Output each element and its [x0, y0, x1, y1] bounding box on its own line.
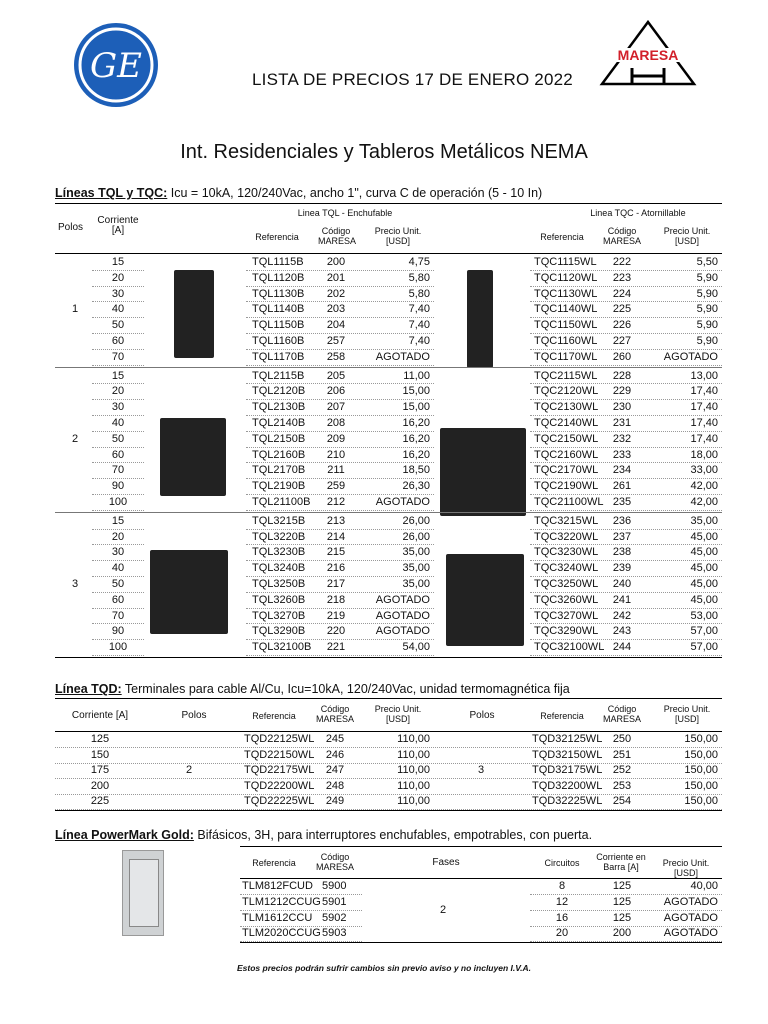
tqd-corriente-cell: 225	[90, 795, 110, 808]
tqc-price-cell: 35,00	[690, 514, 718, 527]
tql-cod-cell: 216	[326, 562, 346, 575]
tql-corriente-cell: 90	[111, 625, 125, 638]
tql-price-cell: 15,00	[402, 385, 430, 398]
tqc-cod-cell: 230	[612, 401, 632, 414]
maresa-logo-text: MARESA	[617, 47, 679, 63]
tql-ref-cell: TQL3240B	[252, 562, 306, 575]
pm-ref-cell: TLM812FCUD	[242, 880, 313, 892]
tql-row-divider	[92, 365, 144, 366]
tqd-corriente-cell: 175	[90, 764, 110, 777]
tqd-ref-left-cell: TQD22125WL	[244, 733, 315, 745]
tqd-cod-left-cell: 249	[325, 795, 345, 808]
tql-price-cell: AGOTADO	[375, 625, 430, 638]
price-list-title: LISTA DE PRECIOS 17 DE ENERO 2022	[252, 70, 573, 89]
tql-top-rule	[55, 203, 722, 204]
ge-logo	[73, 22, 159, 108]
pm-circ-cell: 20	[555, 927, 569, 940]
tql-corriente-cell: 100	[108, 641, 128, 654]
tql-corriente-cell: 60	[111, 593, 125, 606]
tqc-cod-cell: 224	[612, 287, 632, 300]
pm-col-barra: Corriente en Barra [A]	[596, 852, 646, 872]
tql-ref-cell: TQL21100B	[252, 496, 311, 508]
tqc-cod-cell: 233	[612, 448, 632, 461]
tqc-ref-cell: TQC1130WL	[534, 287, 598, 300]
tql-corriente-cell: 40	[111, 303, 125, 316]
tqd-cod-left-cell: 245	[325, 733, 345, 745]
tql-section-heading: Líneas TQL y TQC: Icu = 10kA, 120/240Vac, ancho 1", curva C de operación (5 - 10 In)	[55, 186, 543, 200]
pm-top-rule	[240, 846, 722, 847]
tql-ref-cell: TQL2170B	[252, 464, 306, 477]
tql-price-cell: AGOTADO	[375, 609, 430, 622]
tqc-cod-cell: 261	[612, 480, 632, 493]
tqc-ref-cell: TQC2190WL	[534, 480, 599, 493]
tqc-cod-cell: 244	[612, 641, 632, 654]
tqd-polos-2: 2	[186, 764, 193, 776]
tql-cod-cell: 201	[326, 271, 346, 284]
tqc-price-cell: 17,40	[690, 432, 718, 445]
tqc-cod-cell: 238	[612, 546, 632, 559]
tql-cod-cell: 214	[326, 530, 346, 543]
tql-cod-cell: 202	[326, 287, 346, 300]
tql-ref-cell: TQL2115B	[252, 369, 305, 382]
tqc-price-cell: 5,90	[696, 335, 718, 347]
pm-cod-cell: 5902	[322, 911, 347, 924]
tqd-cod-right-cell: 251	[612, 748, 632, 761]
tqd-price-left-cell: 110,00	[397, 764, 430, 777]
tqc-ref-cell: TQC3215WL	[534, 514, 599, 527]
tql-price-cell: AGOTADO	[375, 496, 430, 508]
tql-price-cell: 7,40	[408, 319, 430, 332]
tqd-ref-left-cell: TQD22150WL	[244, 748, 315, 761]
tql-price-cell: AGOTADO	[375, 593, 430, 606]
tqc-ref-cell: TQC1115WL	[534, 256, 597, 268]
pm-price-cell: 40,00	[690, 880, 718, 892]
tql-cod-cell: 259	[326, 480, 346, 493]
pm-circ-cell: 12	[555, 895, 569, 908]
tqc-ref-cell: TQC3250WL	[534, 578, 599, 590]
tql-price-cell: 5,80	[408, 271, 430, 284]
tql-corriente-cell: 50	[111, 578, 125, 590]
tqc-cod-cell: 227	[612, 335, 632, 347]
tqc-ref-cell: TQC3270WL	[534, 609, 599, 622]
tqc-price-cell: 17,40	[690, 401, 718, 414]
tql-col-ref: Referencia	[255, 232, 299, 242]
pm-section-heading: Línea PowerMark Gold: Bifásicos, 3H, para interruptores enchufables, empotrables, con puerta.	[55, 828, 593, 842]
pm-col-fases: Fases	[432, 857, 460, 868]
tqc-ref-cell: TQC3240WL	[534, 562, 599, 575]
tqc-cod-cell: 225	[612, 303, 632, 316]
tqc-row-divider	[530, 365, 722, 366]
tqd-ref-right-cell: TQD32200WL	[532, 779, 603, 792]
tql-corriente-cell: 100	[108, 496, 128, 508]
tql-cod-cell: 218	[326, 593, 346, 606]
tqc-price-cell: 5,90	[696, 287, 718, 300]
tqc-1pole-photo	[467, 270, 493, 368]
tqc-ref-cell: TQC21100WL	[534, 496, 604, 508]
tqc-ref-cell: TQC3260WL	[534, 593, 599, 606]
tqd-bottom-rule	[55, 810, 722, 811]
pm-col-circ: Circuitos	[544, 858, 580, 868]
pm-barra-cell: 125	[612, 880, 632, 892]
tql-bottom-rule	[55, 657, 722, 658]
tqc-ref-cell: TQC2160WL	[534, 448, 599, 461]
tql-group-divider	[55, 367, 722, 368]
tqc-row-divider	[530, 655, 722, 656]
tqd-price-left-cell: 110,00	[397, 748, 430, 761]
tqc-cod-cell: 226	[612, 319, 632, 332]
tql-price-cell: 26,00	[402, 530, 430, 543]
tqc-ref-cell: TQC3220WL	[534, 530, 599, 543]
tqc-ref-cell: TQC1140WL	[534, 303, 598, 316]
tqc-price-cell: 5,90	[696, 271, 718, 284]
tql-ref-cell: TQL1150B	[252, 319, 305, 332]
pm-price-cell: AGOTADO	[663, 927, 718, 940]
tql-ref-cell: TQL2140B	[252, 417, 306, 429]
tqc-price-cell: 42,00	[690, 496, 718, 508]
tql-1pole-photo	[174, 270, 214, 358]
tql-corriente-cell: 70	[111, 609, 125, 622]
tqc-cod-cell: 234	[612, 464, 632, 477]
tql-corriente-cell: 50	[111, 432, 125, 445]
pm-circ-cell: 8	[558, 880, 566, 892]
tqd-cod-right-cell: 254	[612, 795, 632, 808]
tqd-cod-left-cell: 248	[325, 779, 345, 792]
tql-ref-cell: TQL1140B	[252, 303, 305, 316]
tql-ref-cell: TQL1120B	[252, 271, 305, 284]
tqd-col-corriente: Corriente [A]	[71, 710, 129, 721]
tqc-cod-cell: 223	[612, 271, 632, 284]
tqc-ref-cell: TQC2115WL	[534, 369, 598, 382]
tqc-price-cell: 57,00	[690, 641, 718, 654]
tqd-col-cod-right: Código MARESA	[603, 704, 642, 724]
tqc-price-cell: 5,90	[696, 319, 718, 332]
tqd-col-ref-right: Referencia	[540, 711, 584, 721]
tqc-3pole-photo	[446, 554, 524, 646]
tqc-price-cell: 17,40	[690, 385, 718, 398]
tqc-ref-cell: TQC32100WL	[534, 641, 605, 654]
tql-price-cell: 26,30	[402, 480, 430, 493]
tqc-ref-cell: TQC1120WL	[534, 271, 598, 284]
tql-corriente-cell: 30	[111, 287, 125, 300]
pm-fases-value: 2	[440, 904, 447, 916]
tqd-top-rule	[55, 698, 722, 699]
tql-ref-cell: TQL2160B	[252, 448, 306, 461]
tqd-price-left-cell: 110,00	[397, 795, 430, 808]
tqd-ref-right-cell: TQD32175WL	[532, 764, 603, 777]
tqc-cod-cell: 260	[612, 350, 632, 363]
tql-price-cell: 5,80	[408, 287, 430, 300]
tqc-cod-cell: 228	[612, 369, 632, 382]
tqd-price-right-cell: 150,00	[684, 748, 718, 761]
tqd-corriente-cell: 125	[90, 733, 110, 745]
tql-ref-cell: TQL3215B	[252, 514, 306, 527]
tql-price-cell: 26,00	[402, 514, 430, 527]
tql-corriente-cell: 50	[111, 319, 125, 332]
tqc-price-cell: 33,00	[690, 464, 718, 477]
tql-cod-cell: 205	[326, 369, 346, 382]
footer-disclaimer: Estos precios podrán sufrir cambios sin previo aviso y no incluyen I.V.A.	[237, 963, 531, 973]
tqd-cod-left-cell: 247	[325, 764, 345, 777]
tql-ref-cell: TQL3290B	[252, 625, 306, 638]
tqc-price-cell: 45,00	[690, 593, 718, 606]
tqc-ref-cell: TQC1150WL	[534, 319, 598, 332]
pm-price-cell: AGOTADO	[663, 911, 718, 924]
tqc-ref-cell: TQC2170WL	[534, 464, 599, 477]
tqd-col-ref-left: Referencia	[252, 711, 296, 721]
tql-cod-cell: 208	[326, 417, 346, 429]
tqc-price-cell: 45,00	[690, 578, 718, 590]
tql-ref-cell: TQL2120B	[252, 385, 306, 398]
pm-col-price: Precio Unit. [USD]	[662, 858, 710, 878]
tqd-polos-3: 3	[478, 764, 485, 776]
tqc-ref-cell: TQC3230WL	[534, 546, 599, 559]
tql-ref-cell: TQL3230B	[252, 546, 306, 559]
tql-corriente-cell: 20	[111, 530, 125, 543]
tql-corriente-cell: 20	[111, 271, 125, 284]
tql-price-cell: 35,00	[402, 578, 430, 590]
tqd-section-heading: Línea TQD: Terminales para cable Al/Cu, Icu=10kA, 120/240Vac, unidad termomagnética fija	[55, 682, 570, 696]
pm-barra-cell: 200	[612, 927, 632, 940]
tql-price-cell: 7,40	[408, 335, 430, 347]
tql-group-header: Linea TQL - Enchufable	[297, 208, 393, 218]
tql-price-cell: 11,00	[403, 369, 430, 382]
tql-price-cell: 54,00	[402, 641, 430, 654]
pm-ref-cell: TLM2020CCUG	[242, 927, 321, 940]
tqc-cod-cell: 236	[612, 514, 632, 527]
pm-circ-cell: 16	[555, 911, 569, 924]
tqc-col-cod: Código MARESA	[603, 226, 642, 246]
tqc-2pole-photo	[440, 428, 526, 516]
tqd-col-cod-left: Código MARESA	[316, 704, 355, 724]
tqc-cod-cell: 242	[612, 609, 632, 622]
tqd-ref-right-cell: TQD32150WL	[532, 748, 603, 761]
tql-ref-cell: TQL1170B	[252, 350, 305, 363]
tqd-corriente-cell: 200	[90, 779, 110, 792]
tql-col-price: Precio Unit. [USD]	[374, 226, 422, 246]
tqc-price-cell: 42,00	[690, 480, 718, 493]
tqd-ref-left-cell: TQD22225WL	[244, 795, 315, 808]
pm-ref-cell: TLM1212CCUG	[242, 895, 321, 908]
tql-price-cell: AGOTADO	[375, 350, 430, 363]
tql-corriente-cell: 40	[111, 417, 125, 429]
pm-cod-cell: 5901	[322, 895, 347, 908]
tql-cod-cell: 257	[326, 335, 346, 347]
tqd-col-polos-right: Polos	[469, 710, 495, 721]
tqd-ref-left-cell: TQD22175WL	[244, 764, 315, 777]
tql-corriente-cell: 15	[111, 514, 125, 527]
tql-col-polos: Polos	[58, 222, 84, 233]
tqc-ref-cell: TQC1160WL	[534, 335, 598, 347]
tqc-cod-cell: 232	[612, 432, 632, 445]
pm-bottom-rule	[240, 942, 722, 943]
tqc-ref-cell: TQC1170WL	[534, 350, 598, 363]
tql-group-divider	[55, 512, 722, 513]
tql-ref-cell: TQL1160B	[252, 335, 305, 347]
tql-cod-cell: 217	[326, 578, 346, 590]
tqc-col-ref: Referencia	[540, 232, 584, 242]
tql-cod-cell: 258	[326, 350, 346, 363]
tql-row-divider	[92, 510, 144, 511]
tqd-price-right-cell: 150,00	[684, 733, 718, 745]
tql-cod-cell: 221	[326, 641, 346, 654]
tqd-price-left-cell: 110,00	[397, 779, 430, 792]
tql-cod-cell: 204	[326, 319, 346, 332]
tqd-col-price-right: Precio Unit. [USD]	[663, 704, 711, 724]
tqc-row-divider	[530, 510, 722, 511]
tql-2pole-photo	[160, 418, 226, 496]
tql-ref-cell: TQL3270B	[252, 609, 306, 622]
tqc-price-cell: 18,00	[690, 448, 718, 461]
tqd-price-left-cell: 110,00	[397, 733, 430, 745]
tql-row-divider	[246, 365, 434, 366]
tqd-cod-right-cell: 250	[612, 733, 632, 745]
pm-cod-cell: 5900	[322, 880, 347, 892]
tql-ref-cell: TQL2130B	[252, 401, 306, 414]
tqc-cod-cell: 231	[612, 417, 632, 429]
tql-price-cell: 18,50	[402, 464, 430, 477]
tqc-price-cell: 17,40	[690, 417, 718, 429]
tql-cod-cell: 211	[327, 464, 345, 477]
tqd-col-polos-left: Polos	[181, 710, 207, 721]
tqc-ref-cell: TQC2140WL	[534, 417, 599, 429]
tqc-price-cell: 45,00	[690, 546, 718, 559]
tqc-ref-cell: TQC3290WL	[534, 625, 599, 638]
powermark-panel-photo	[122, 850, 164, 936]
tqc-price-cell: 57,00	[690, 625, 718, 638]
tql-ref-cell: TQL3220B	[252, 530, 306, 543]
tqc-cod-cell: 235	[612, 496, 632, 508]
tql-row-divider	[246, 510, 434, 511]
tqc-price-cell: 45,00	[690, 530, 718, 543]
tqc-ref-cell: TQC2130WL	[534, 401, 599, 414]
tqd-ref-right-cell: TQD32225WL	[532, 795, 603, 808]
tql-ref-cell: TQL1115B	[252, 256, 304, 268]
tqc-price-cell: 53,00	[690, 609, 718, 622]
tql-corriente-cell: 90	[111, 480, 125, 493]
pm-col-ref: Referencia	[252, 858, 296, 868]
tql-cod-cell: 209	[326, 432, 346, 445]
tql-cod-cell: 220	[326, 625, 346, 638]
pm-barra-cell: 125	[612, 895, 632, 908]
main-title: Int. Residenciales y Tableros Metálicos NEMA	[180, 141, 588, 163]
tql-price-cell: 7,40	[408, 303, 430, 316]
tql-col-corriente: Corriente [A]	[97, 215, 139, 236]
tql-polos-cell: 2	[71, 432, 79, 445]
tqc-cod-cell: 239	[612, 562, 632, 575]
tql-row-divider	[246, 655, 434, 656]
tqc-cod-cell: 237	[612, 530, 632, 543]
tql-polos-cell: 1	[71, 303, 79, 316]
tql-col-cod: Código MARESA	[318, 226, 357, 246]
tqc-group-header: Linea TQC - Atornillable	[590, 208, 686, 218]
tqd-cod-right-cell: 253	[612, 779, 632, 792]
tql-corriente-cell: 30	[111, 546, 125, 559]
tqc-ref-cell: TQC2120WL	[534, 385, 599, 398]
pm-barra-cell: 125	[612, 911, 632, 924]
pm-col-cod: Código MARESA	[316, 852, 355, 872]
tql-3pole-photo	[150, 550, 228, 634]
tql-corriente-cell: 70	[111, 464, 125, 477]
tqc-price-cell: 45,00	[690, 562, 718, 575]
tql-ref-cell: TQL2190B	[252, 480, 306, 493]
tqc-price-cell: 13,00	[690, 369, 718, 382]
tql-price-cell: 16,20	[402, 432, 430, 445]
tqc-ref-cell: TQC2150WL	[534, 432, 599, 445]
tqd-corriente-cell: 150	[90, 748, 110, 761]
tqc-price-cell: AGOTADO	[663, 350, 718, 363]
tqc-cod-cell: 241	[612, 593, 632, 606]
tql-row-divider	[92, 655, 144, 656]
tqc-cod-cell: 222	[612, 256, 632, 268]
tqc-cod-cell: 243	[612, 625, 632, 638]
tql-cod-cell: 203	[326, 303, 346, 316]
tql-price-cell: 16,20	[402, 448, 430, 461]
tql-corriente-cell: 40	[111, 562, 125, 575]
tql-ref-cell: TQL3250B	[252, 578, 306, 590]
tqd-price-right-cell: 150,00	[684, 764, 718, 777]
tql-ref-cell: TQL2150B	[252, 432, 306, 445]
tql-corriente-cell: 15	[111, 369, 125, 382]
tql-ref-cell: TQL1130B	[252, 287, 305, 300]
tql-corriente-cell: 60	[111, 335, 125, 347]
maresa-logo	[596, 20, 700, 86]
tqd-ref-right-cell: TQD32125WL	[532, 733, 603, 745]
tql-cod-cell: 212	[326, 496, 346, 508]
tql-corriente-cell: 20	[111, 385, 125, 398]
tql-cod-cell: 206	[326, 385, 346, 398]
tqc-price-cell: 5,50	[696, 256, 718, 268]
pm-ref-cell: TLM1612CCU	[242, 911, 313, 924]
tql-corriente-cell: 60	[111, 448, 125, 461]
tql-cod-cell: 219	[326, 609, 346, 622]
tqd-price-right-cell: 150,00	[684, 779, 718, 792]
tqd-col-price-left: Precio Unit. [USD]	[374, 704, 422, 724]
tql-cod-cell: 213	[326, 514, 346, 527]
tqc-cod-cell: 229	[612, 385, 632, 398]
tqd-cod-left-cell: 246	[325, 748, 345, 761]
tql-corriente-cell: 30	[111, 401, 125, 414]
ge-logo-text: GE	[90, 46, 142, 86]
tql-ref-cell: TQL32100B	[252, 641, 312, 654]
tqc-cod-cell: 240	[612, 578, 632, 590]
tql-price-cell: 35,00	[402, 562, 430, 575]
tql-price-cell: 16,20	[402, 417, 430, 429]
tql-corriente-cell: 15	[111, 256, 125, 268]
tqd-price-right-cell: 150,00	[684, 795, 718, 808]
tql-cod-cell: 207	[326, 401, 346, 414]
tqd-cod-right-cell: 252	[612, 764, 632, 777]
tql-header-rule	[55, 253, 722, 254]
tql-cod-cell: 210	[326, 448, 346, 461]
tql-cod-cell: 215	[326, 546, 346, 559]
pm-price-cell: AGOTADO	[663, 895, 718, 908]
tql-polos-cell: 3	[71, 577, 79, 590]
tql-price-cell: 35,00	[402, 546, 430, 559]
tqc-col-price: Precio Unit. [USD]	[663, 226, 711, 246]
tql-price-cell: 15,00	[402, 401, 430, 414]
tql-ref-cell: TQL3260B	[252, 593, 306, 606]
tql-cod-cell: 200	[326, 256, 346, 268]
pm-cod-cell: 5903	[322, 927, 347, 940]
tqc-price-cell: 5,90	[696, 303, 718, 316]
tql-price-cell: 4,75	[408, 256, 430, 268]
tqd-ref-left-cell: TQD22200WL	[244, 779, 315, 792]
tql-corriente-cell: 70	[111, 350, 125, 363]
